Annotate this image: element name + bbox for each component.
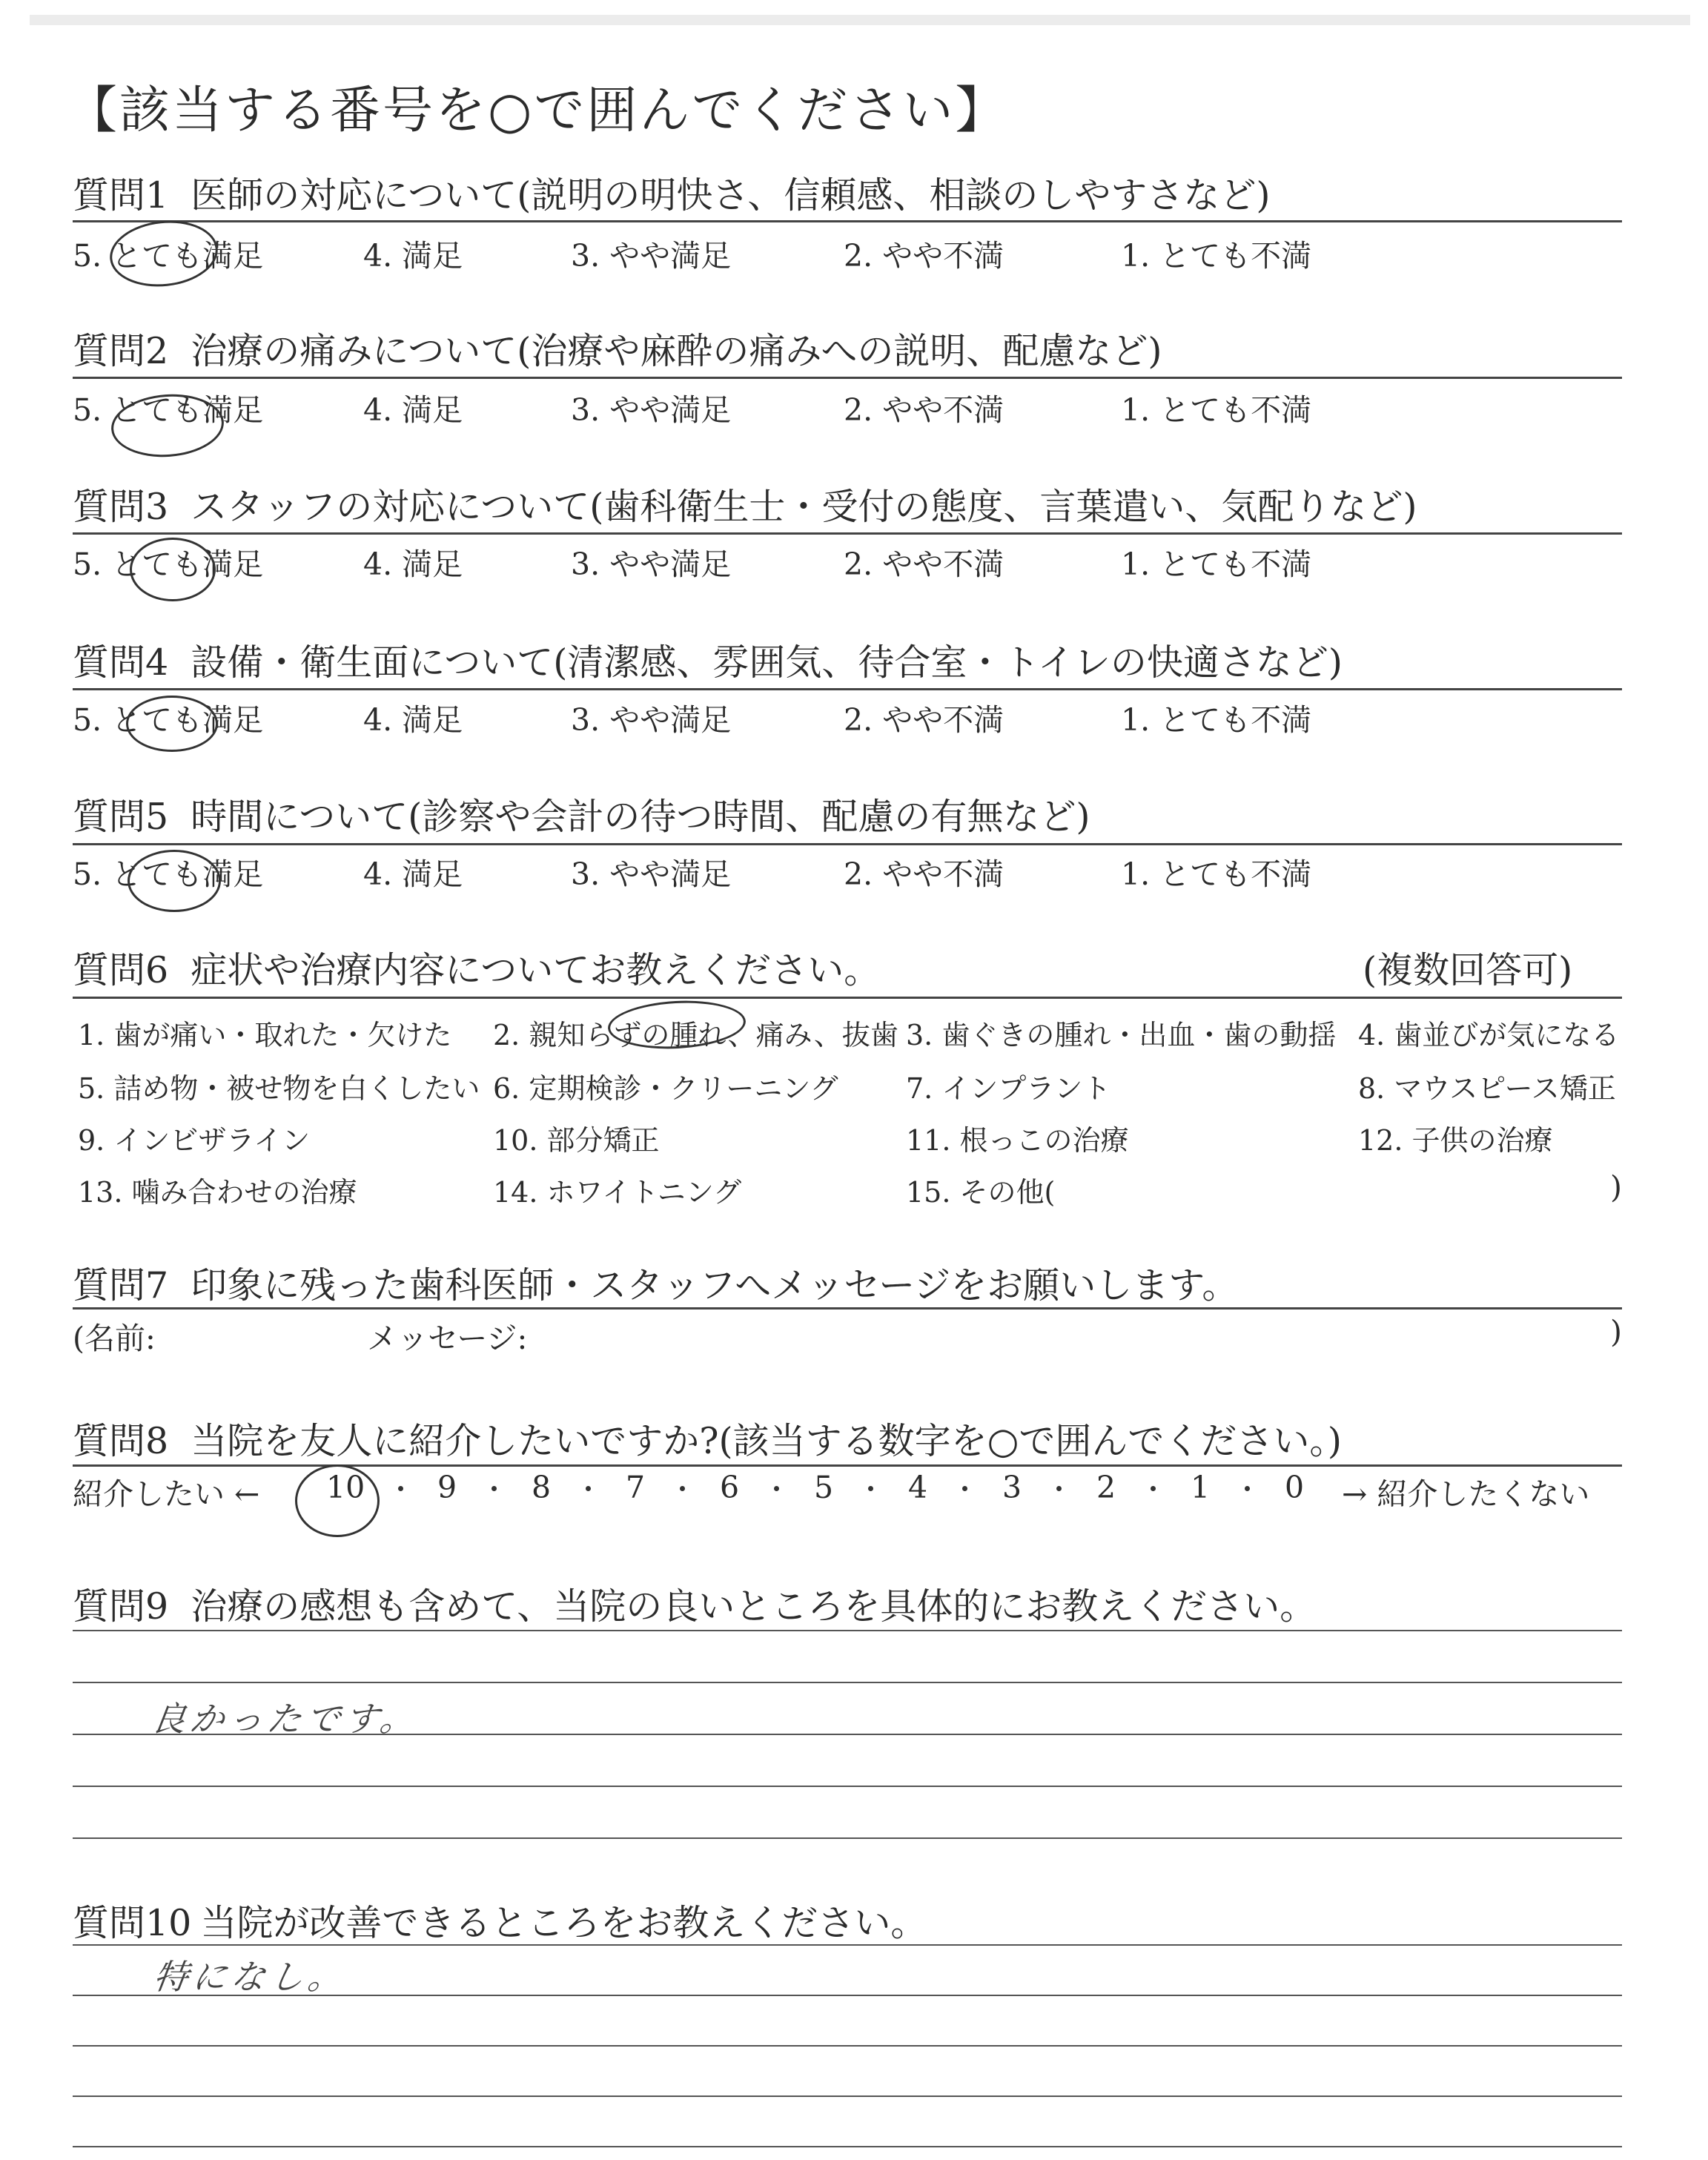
q8-right-label: → 紹介したくない — [1342, 1476, 1590, 1512]
q4-option-1[interactable]: 1. とても不満 — [1121, 702, 1312, 738]
q8-separator-dot — [962, 1486, 967, 1491]
q6-option-7[interactable]: 7. インプラント — [906, 1072, 1111, 1105]
question-2-heading — [73, 323, 1162, 374]
scan-top-edge — [30, 15, 1690, 25]
q5-selection-circle — [128, 850, 221, 912]
q3-option-2[interactable]: 2. やや不満 — [844, 546, 1004, 582]
q5-option-2[interactable]: 2. やや不満 — [844, 856, 1004, 892]
q6-option-4[interactable]: 4. 歯並びが気になる — [1358, 1019, 1620, 1051]
q8-selection-circle — [295, 1464, 380, 1537]
q8-separator-dot — [1151, 1486, 1156, 1491]
q4-option-5[interactable]: 5. とても満足 — [73, 702, 264, 738]
question-6-rule — [73, 997, 1622, 999]
question-5-heading — [73, 788, 1090, 840]
q5-option-4[interactable]: 4. 満足 — [363, 856, 463, 892]
q1-option-2[interactable]: 2. やや不満 — [844, 238, 1004, 274]
q8-separator-dot — [398, 1486, 403, 1491]
q6-option-12[interactable]: 12. 子供の治療 — [1358, 1124, 1553, 1157]
q5-option-5[interactable]: 5. とても満足 — [73, 856, 264, 892]
q10-answer-line — [73, 2146, 1622, 2147]
question-8-rule — [73, 1464, 1622, 1467]
q8-score-3[interactable]: 3 — [1002, 1470, 1022, 1505]
q4-option-3[interactable]: 3. やや満足 — [571, 702, 732, 738]
q8-score-0[interactable]: 0 — [1285, 1470, 1305, 1505]
q6-option-8[interactable]: 8. マウスピース矯正 — [1358, 1072, 1616, 1105]
q2-option-3[interactable]: 3. やや満足 — [571, 392, 732, 428]
question-9-heading — [73, 1578, 1316, 1630]
question-2-text: 治療の痛みについて(治療や麻酔の痛みへの説明、配慮など) — [191, 330, 1162, 372]
q3-option-1[interactable]: 1. とても不満 — [1121, 546, 1312, 582]
q3-option-3[interactable]: 3. やや満足 — [571, 546, 732, 582]
question-5-rule — [73, 843, 1622, 845]
q9-answer-line — [73, 1630, 1622, 1631]
q1-selection-circle — [107, 216, 221, 292]
q8-score-5[interactable]: 5 — [814, 1470, 834, 1505]
q8-separator-dot — [1056, 1486, 1062, 1491]
q6-option-10[interactable]: 10. 部分矯正 — [493, 1124, 660, 1157]
q3-option-4[interactable]: 4. 満足 — [363, 546, 463, 582]
question-9-number: 質問9 — [73, 1585, 169, 1628]
q10-handwritten-answer: 特になし。 — [150, 1957, 350, 1997]
q6-option-3[interactable]: 3. 歯ぐきの腫れ・出血・歯の動揺 — [906, 1019, 1337, 1051]
q10-answer-line — [73, 2045, 1622, 2047]
question-1-heading — [73, 167, 1270, 219]
q5-option-1[interactable]: 1. とても不満 — [1121, 856, 1312, 892]
q6-option-11[interactable]: 11. 根っこの治療 — [906, 1124, 1129, 1157]
q3-selection-circle — [130, 538, 216, 601]
q1-option-5[interactable]: 5. とても満足 — [73, 238, 264, 274]
q4-selection-circle — [126, 696, 218, 752]
q6-option-2[interactable]: 2. 親知らずの腫れ、痛み、抜歯 — [493, 1019, 898, 1051]
q9-handwritten-answer: 良かったです。 — [148, 1699, 422, 1739]
question-3-heading — [73, 478, 1417, 530]
q4-option-4[interactable]: 4. 満足 — [363, 702, 463, 738]
question-1-text: 医師の対応について(説明の明快さ、信頼感、相談のしやすさなど) — [191, 174, 1271, 217]
question-6-heading — [73, 942, 880, 994]
q8-score-7[interactable]: 7 — [626, 1470, 646, 1505]
question-6-number: 質問6 — [73, 949, 169, 991]
question-7-text: 印象に残った歯科医師・スタッフへメッセージをお願いします。 — [191, 1264, 1239, 1307]
question-3-text: スタッフの対応について(歯科衛生士・受付の態度、言葉遣い、気配りなど) — [191, 486, 1417, 528]
q2-option-5[interactable]: 5. とても満足 — [73, 392, 264, 428]
q1-option-3[interactable]: 3. やや満足 — [571, 238, 732, 274]
form-title: 【該当する番号を○で囲んでください】 — [67, 82, 1008, 140]
q8-score-6[interactable]: 6 — [720, 1470, 740, 1505]
q6-option-5[interactable]: 5. 詰め物・被せ物を白くしたい — [78, 1072, 480, 1105]
question-8-text: 当院を友人に紹介したいですか?(該当する数字を○で囲んでください。) — [191, 1420, 1342, 1462]
question-6-multi-answer-note: (複数回答可) — [1363, 949, 1573, 991]
q8-score-8[interactable]: 8 — [532, 1470, 552, 1505]
question-10-text: 当院が改善できるところをお教えください。 — [200, 1902, 927, 1944]
q8-left-label: 紹介したい ← — [73, 1476, 260, 1512]
question-7-number: 質問7 — [73, 1264, 169, 1307]
q6-option-13[interactable]: 13. 噛み合わせの治療 — [78, 1176, 357, 1209]
q6-option-9[interactable]: 9. インビザライン — [78, 1124, 311, 1157]
q7-name-label: (名前: — [73, 1321, 156, 1356]
q9-answer-line — [73, 1786, 1622, 1787]
question-10-heading — [73, 1895, 927, 1946]
q1-option-4[interactable]: 4. 満足 — [363, 238, 463, 274]
q4-option-2[interactable]: 2. やや不満 — [844, 702, 1004, 738]
question-4-rule — [73, 688, 1622, 690]
q8-score-2[interactable]: 2 — [1096, 1470, 1116, 1505]
q8-separator-dot — [491, 1486, 497, 1491]
question-1-rule — [73, 220, 1622, 222]
question-1-number: 質問1 — [73, 174, 169, 217]
q8-separator-dot — [680, 1486, 685, 1491]
q7-close-paren: ) — [1610, 1314, 1622, 1350]
question-2-number: 質問2 — [73, 330, 169, 372]
question-9-text: 治療の感想も含めて、当院の良いところを具体的にお教えください。 — [191, 1585, 1317, 1628]
q2-option-1[interactable]: 1. とても不満 — [1121, 392, 1312, 428]
question-3-rule — [73, 532, 1622, 535]
q8-score-1[interactable]: 1 — [1191, 1470, 1211, 1505]
question-5-number: 質問5 — [73, 796, 169, 838]
q8-score-10[interactable]: 10 — [326, 1470, 365, 1505]
q8-separator-dot — [1245, 1486, 1250, 1491]
question-3-number: 質問3 — [73, 486, 169, 528]
question-4-number: 質問4 — [73, 641, 169, 684]
q10-answer-line — [73, 1944, 1622, 1946]
question-4-text: 設備・衛生面について(清潔感、雰囲気、待合室・トイレの快適さなど) — [191, 641, 1343, 684]
question-10-number: 質問10 — [73, 1902, 192, 1944]
q7-message-label: メッセージ: — [367, 1321, 528, 1356]
q6-option-1[interactable]: 1. 歯が痛い・取れた・欠けた — [78, 1019, 452, 1051]
q6-option-6[interactable]: 6. 定期検診・クリーニング — [493, 1072, 838, 1105]
question-8-number: 質問8 — [73, 1420, 169, 1462]
q10-answer-line — [73, 2095, 1622, 2097]
q8-score-9[interactable]: 9 — [437, 1470, 457, 1505]
q9-answer-line — [73, 1837, 1622, 1839]
q8-separator-dot — [774, 1486, 779, 1491]
q2-option-2[interactable]: 2. やや不満 — [844, 392, 1004, 428]
q2-option-4[interactable]: 4. 満足 — [363, 392, 463, 428]
question-5-text: 時間について(診察や会計の待つ時間、配慮の有無など) — [191, 796, 1090, 838]
q8-separator-dot — [586, 1486, 591, 1491]
q8-score-4[interactable]: 4 — [908, 1470, 928, 1505]
q6-option-15[interactable]: 15. その他( — [906, 1176, 1056, 1209]
question-4-heading — [73, 634, 1343, 686]
question-2-rule — [73, 377, 1622, 379]
question-7-rule — [73, 1307, 1622, 1309]
q6-other-close-paren: ) — [1610, 1169, 1622, 1205]
q6-option-14[interactable]: 14. ホワイトニング — [493, 1176, 742, 1209]
question-7-heading — [73, 1257, 1238, 1309]
q9-answer-line — [73, 1682, 1622, 1683]
q1-option-1[interactable]: 1. とても不満 — [1121, 238, 1312, 274]
q8-separator-dot — [868, 1486, 873, 1491]
q5-option-3[interactable]: 3. やや満足 — [571, 856, 732, 892]
question-6-text: 症状や治療内容についてお教えください。 — [191, 949, 881, 991]
q3-option-5[interactable]: 5. とても満足 — [73, 546, 264, 582]
question-8-heading — [73, 1413, 1342, 1464]
